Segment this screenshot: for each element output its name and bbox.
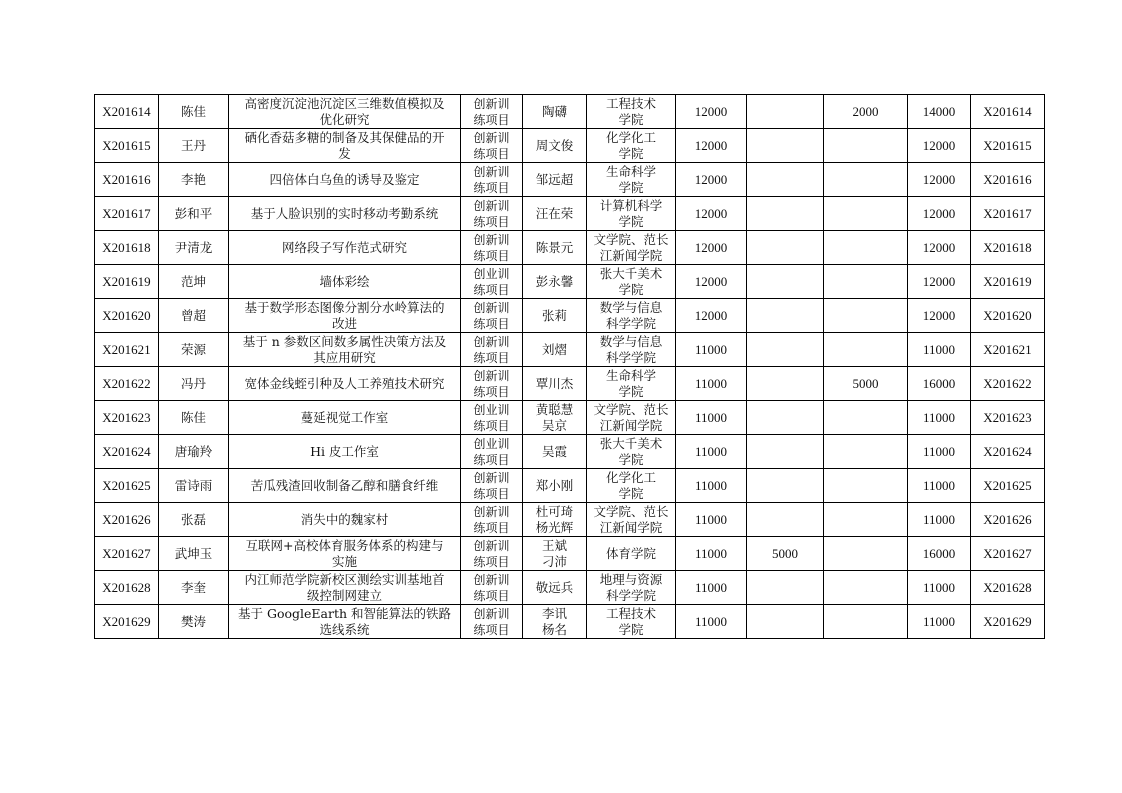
extra-funding-a-cell bbox=[747, 367, 824, 401]
extra-funding-b-cell bbox=[824, 503, 908, 537]
project-type-cell: 创新训 练项目 bbox=[461, 163, 523, 197]
extra-funding-b-cell bbox=[824, 605, 908, 639]
project-title-cell: 墙体彩绘 bbox=[229, 265, 461, 299]
funding-cell: 12000 bbox=[676, 163, 747, 197]
funding-cell: 11000 bbox=[676, 333, 747, 367]
project-type-cell: 创新训 练项目 bbox=[461, 503, 523, 537]
total-funding-cell: 12000 bbox=[908, 231, 971, 265]
advisor-cell: 张莉 bbox=[523, 299, 587, 333]
total-funding-cell: 12000 bbox=[908, 197, 971, 231]
total-funding-cell: 12000 bbox=[908, 299, 971, 333]
project-title-cell: 硒化香菇多糖的制备及其保健品的开 发 bbox=[229, 129, 461, 163]
project-id-cell: X201625 bbox=[95, 469, 159, 503]
advisor-cell: 覃川杰 bbox=[523, 367, 587, 401]
leader-name-cell: 曾超 bbox=[159, 299, 229, 333]
leader-name-cell: 李艳 bbox=[159, 163, 229, 197]
funding-cell: 11000 bbox=[676, 469, 747, 503]
project-id-cell: X201624 bbox=[95, 435, 159, 469]
table-row bbox=[95, 231, 1045, 265]
project-id-cell: X201619 bbox=[95, 265, 159, 299]
project-code-cell: X201621 bbox=[971, 333, 1045, 367]
project-type-cell: 创新训 练项目 bbox=[461, 537, 523, 571]
project-type-cell: 创业训 练项目 bbox=[461, 435, 523, 469]
advisor-cell: 吴霞 bbox=[523, 435, 587, 469]
advisor-cell: 汪在荣 bbox=[523, 197, 587, 231]
project-type-cell: 创新训 练项目 bbox=[461, 469, 523, 503]
project-code-cell: X201615 bbox=[971, 129, 1045, 163]
total-funding-cell: 11000 bbox=[908, 333, 971, 367]
total-funding-cell: 11000 bbox=[908, 503, 971, 537]
project-type-cell: 创新训 练项目 bbox=[461, 299, 523, 333]
project-type-cell: 创新训 练项目 bbox=[461, 367, 523, 401]
extra-funding-b-cell bbox=[824, 333, 908, 367]
extra-funding-a-cell bbox=[747, 129, 824, 163]
project-id-cell: X201614 bbox=[95, 95, 159, 129]
extra-funding-b-cell bbox=[824, 265, 908, 299]
advisor-cell: 王斌 刁沛 bbox=[523, 537, 587, 571]
project-type-cell: 创新训 练项目 bbox=[461, 571, 523, 605]
extra-funding-a-cell bbox=[747, 401, 824, 435]
college-cell: 生命科学 学院 bbox=[587, 367, 676, 401]
advisor-cell: 刘熠 bbox=[523, 333, 587, 367]
extra-funding-b-cell: 2000 bbox=[824, 95, 908, 129]
extra-funding-b-cell bbox=[824, 571, 908, 605]
project-type-cell: 创新训 练项目 bbox=[461, 333, 523, 367]
college-cell: 张大千美术 学院 bbox=[587, 265, 676, 299]
table-row bbox=[95, 571, 1045, 605]
extra-funding-b-cell bbox=[824, 401, 908, 435]
project-type-cell: 创新训 练项目 bbox=[461, 197, 523, 231]
extra-funding-a-cell bbox=[747, 605, 824, 639]
advisor-cell: 周文俊 bbox=[523, 129, 587, 163]
project-id-cell: X201622 bbox=[95, 367, 159, 401]
funding-cell: 11000 bbox=[676, 537, 747, 571]
advisor-cell: 彭永馨 bbox=[523, 265, 587, 299]
leader-name-cell: 张磊 bbox=[159, 503, 229, 537]
funding-cell: 11000 bbox=[676, 503, 747, 537]
extra-funding-a-cell bbox=[747, 571, 824, 605]
extra-funding-a-cell bbox=[747, 503, 824, 537]
table-row bbox=[95, 197, 1045, 231]
project-id-cell: X201615 bbox=[95, 129, 159, 163]
extra-funding-b-cell bbox=[824, 469, 908, 503]
project-title-cell: 网络段子写作范式研究 bbox=[229, 231, 461, 265]
project-title-cell: 蔓延视觉工作室 bbox=[229, 401, 461, 435]
extra-funding-b-cell bbox=[824, 435, 908, 469]
project-id-cell: X201628 bbox=[95, 571, 159, 605]
project-title-cell: 宽体金线蛭引种及人工养殖技术研究 bbox=[229, 367, 461, 401]
total-funding-cell: 11000 bbox=[908, 401, 971, 435]
advisor-cell: 陶礴 bbox=[523, 95, 587, 129]
project-type-cell: 创新训 练项目 bbox=[461, 129, 523, 163]
funding-cell: 11000 bbox=[676, 605, 747, 639]
project-code-cell: X201629 bbox=[971, 605, 1045, 639]
table-row bbox=[95, 503, 1045, 537]
project-title-cell: 基于 n 参数区间数多属性决策方法及 其应用研究 bbox=[229, 333, 461, 367]
project-id-cell: X201626 bbox=[95, 503, 159, 537]
total-funding-cell: 16000 bbox=[908, 537, 971, 571]
funding-cell: 12000 bbox=[676, 95, 747, 129]
extra-funding-b-cell bbox=[824, 163, 908, 197]
advisor-cell: 李讯 杨名 bbox=[523, 605, 587, 639]
extra-funding-b-cell bbox=[824, 197, 908, 231]
leader-name-cell: 荣源 bbox=[159, 333, 229, 367]
advisor-cell: 黄聪慧 吴京 bbox=[523, 401, 587, 435]
extra-funding-a-cell: 5000 bbox=[747, 537, 824, 571]
project-id-cell: X201616 bbox=[95, 163, 159, 197]
college-cell: 文学院、范长 江新闻学院 bbox=[587, 231, 676, 265]
project-type-cell: 创业训 练项目 bbox=[461, 401, 523, 435]
project-id-cell: X201623 bbox=[95, 401, 159, 435]
college-cell: 数学与信息 科学学院 bbox=[587, 333, 676, 367]
college-cell: 工程技术 学院 bbox=[587, 95, 676, 129]
advisor-cell: 陈景元 bbox=[523, 231, 587, 265]
funding-cell: 12000 bbox=[676, 299, 747, 333]
college-cell: 生命科学 学院 bbox=[587, 163, 676, 197]
college-cell: 计算机科学 学院 bbox=[587, 197, 676, 231]
project-code-cell: X201616 bbox=[971, 163, 1045, 197]
college-cell: 数学与信息 科学学院 bbox=[587, 299, 676, 333]
extra-funding-b-cell bbox=[824, 129, 908, 163]
table-row bbox=[95, 299, 1045, 333]
college-cell: 工程技术 学院 bbox=[587, 605, 676, 639]
project-code-cell: X201628 bbox=[971, 571, 1045, 605]
total-funding-cell: 16000 bbox=[908, 367, 971, 401]
total-funding-cell: 11000 bbox=[908, 435, 971, 469]
college-cell: 体育学院 bbox=[587, 537, 676, 571]
table-body bbox=[95, 95, 1045, 639]
funding-cell: 11000 bbox=[676, 435, 747, 469]
extra-funding-a-cell bbox=[747, 435, 824, 469]
project-code-cell: X201617 bbox=[971, 197, 1045, 231]
table-row bbox=[95, 435, 1045, 469]
project-title-cell: 互联网+高校体育服务体系的构建与 实施 bbox=[229, 537, 461, 571]
project-id-cell: X201627 bbox=[95, 537, 159, 571]
total-funding-cell: 11000 bbox=[908, 469, 971, 503]
project-title-cell: Hi 皮工作室 bbox=[229, 435, 461, 469]
table-row bbox=[95, 129, 1045, 163]
funding-cell: 12000 bbox=[676, 129, 747, 163]
extra-funding-b-cell bbox=[824, 231, 908, 265]
leader-name-cell: 李奎 bbox=[159, 571, 229, 605]
table-row bbox=[95, 537, 1045, 571]
project-title-cell: 基于数学形态图像分割分水岭算法的 改进 bbox=[229, 299, 461, 333]
table-row bbox=[95, 469, 1045, 503]
project-code-cell: X201620 bbox=[971, 299, 1045, 333]
project-title-cell: 四倍体白乌鱼的诱导及鉴定 bbox=[229, 163, 461, 197]
total-funding-cell: 12000 bbox=[908, 163, 971, 197]
college-cell: 文学院、范长 江新闻学院 bbox=[587, 503, 676, 537]
project-title-cell: 消失中的魏家村 bbox=[229, 503, 461, 537]
project-code-cell: X201626 bbox=[971, 503, 1045, 537]
college-cell: 化学化工 学院 bbox=[587, 469, 676, 503]
leader-name-cell: 陈佳 bbox=[159, 401, 229, 435]
advisor-cell: 郑小刚 bbox=[523, 469, 587, 503]
extra-funding-a-cell bbox=[747, 469, 824, 503]
project-id-cell: X201620 bbox=[95, 299, 159, 333]
extra-funding-a-cell bbox=[747, 265, 824, 299]
college-cell: 地理与资源 科学学院 bbox=[587, 571, 676, 605]
leader-name-cell: 武坤玉 bbox=[159, 537, 229, 571]
advisor-cell: 敬远兵 bbox=[523, 571, 587, 605]
leader-name-cell: 雷诗雨 bbox=[159, 469, 229, 503]
project-type-cell: 创新训 练项目 bbox=[461, 95, 523, 129]
college-cell: 张大千美术 学院 bbox=[587, 435, 676, 469]
total-funding-cell: 14000 bbox=[908, 95, 971, 129]
extra-funding-a-cell bbox=[747, 95, 824, 129]
project-title-cell: 内江师范学院新校区测绘实训基地首 级控制网建立 bbox=[229, 571, 461, 605]
project-code-cell: X201614 bbox=[971, 95, 1045, 129]
project-title-cell: 高密度沉淀池沉淀区三维数值模拟及 优化研究 bbox=[229, 95, 461, 129]
extra-funding-a-cell bbox=[747, 231, 824, 265]
project-code-cell: X201622 bbox=[971, 367, 1045, 401]
project-type-cell: 创新训 练项目 bbox=[461, 605, 523, 639]
funding-cell: 12000 bbox=[676, 197, 747, 231]
project-title-cell: 苦瓜残渣回收制备乙醇和膳食纤维 bbox=[229, 469, 461, 503]
table-row bbox=[95, 95, 1045, 129]
project-id-cell: X201629 bbox=[95, 605, 159, 639]
funding-cell: 12000 bbox=[676, 265, 747, 299]
project-code-cell: X201623 bbox=[971, 401, 1045, 435]
project-code-cell: X201627 bbox=[971, 537, 1045, 571]
total-funding-cell: 11000 bbox=[908, 571, 971, 605]
project-type-cell: 创新训 练项目 bbox=[461, 231, 523, 265]
total-funding-cell: 12000 bbox=[908, 129, 971, 163]
table-row bbox=[95, 605, 1045, 639]
leader-name-cell: 尹清龙 bbox=[159, 231, 229, 265]
project-title-cell: 基于人脸识别的实时移动考勤系统 bbox=[229, 197, 461, 231]
funding-cell: 11000 bbox=[676, 571, 747, 605]
extra-funding-b-cell: 5000 bbox=[824, 367, 908, 401]
extra-funding-a-cell bbox=[747, 299, 824, 333]
extra-funding-a-cell bbox=[747, 163, 824, 197]
project-code-cell: X201624 bbox=[971, 435, 1045, 469]
project-type-cell: 创业训 练项目 bbox=[461, 265, 523, 299]
table-row bbox=[95, 367, 1045, 401]
project-funding-table bbox=[94, 94, 1045, 639]
table-row bbox=[95, 163, 1045, 197]
leader-name-cell: 范坤 bbox=[159, 265, 229, 299]
project-code-cell: X201625 bbox=[971, 469, 1045, 503]
project-id-cell: X201617 bbox=[95, 197, 159, 231]
project-id-cell: X201618 bbox=[95, 231, 159, 265]
college-cell: 化学化工 学院 bbox=[587, 129, 676, 163]
table-row bbox=[95, 265, 1045, 299]
leader-name-cell: 冯丹 bbox=[159, 367, 229, 401]
project-title-cell: 基于 GoogleEarth 和智能算法的铁路 选线系统 bbox=[229, 605, 461, 639]
table-row bbox=[95, 333, 1045, 367]
extra-funding-a-cell bbox=[747, 197, 824, 231]
advisor-cell: 杜可琦 杨光辉 bbox=[523, 503, 587, 537]
total-funding-cell: 12000 bbox=[908, 265, 971, 299]
leader-name-cell: 唐瑜羚 bbox=[159, 435, 229, 469]
project-code-cell: X201618 bbox=[971, 231, 1045, 265]
funding-cell: 12000 bbox=[676, 231, 747, 265]
extra-funding-b-cell bbox=[824, 537, 908, 571]
funding-cell: 11000 bbox=[676, 401, 747, 435]
table-row bbox=[95, 401, 1045, 435]
leader-name-cell: 陈佳 bbox=[159, 95, 229, 129]
project-code-cell: X201619 bbox=[971, 265, 1045, 299]
total-funding-cell: 11000 bbox=[908, 605, 971, 639]
extra-funding-b-cell bbox=[824, 299, 908, 333]
project-id-cell: X201621 bbox=[95, 333, 159, 367]
college-cell: 文学院、范长 江新闻学院 bbox=[587, 401, 676, 435]
leader-name-cell: 彭和平 bbox=[159, 197, 229, 231]
funding-cell: 11000 bbox=[676, 367, 747, 401]
extra-funding-a-cell bbox=[747, 333, 824, 367]
advisor-cell: 邹远超 bbox=[523, 163, 587, 197]
leader-name-cell: 王丹 bbox=[159, 129, 229, 163]
leader-name-cell: 樊涛 bbox=[159, 605, 229, 639]
